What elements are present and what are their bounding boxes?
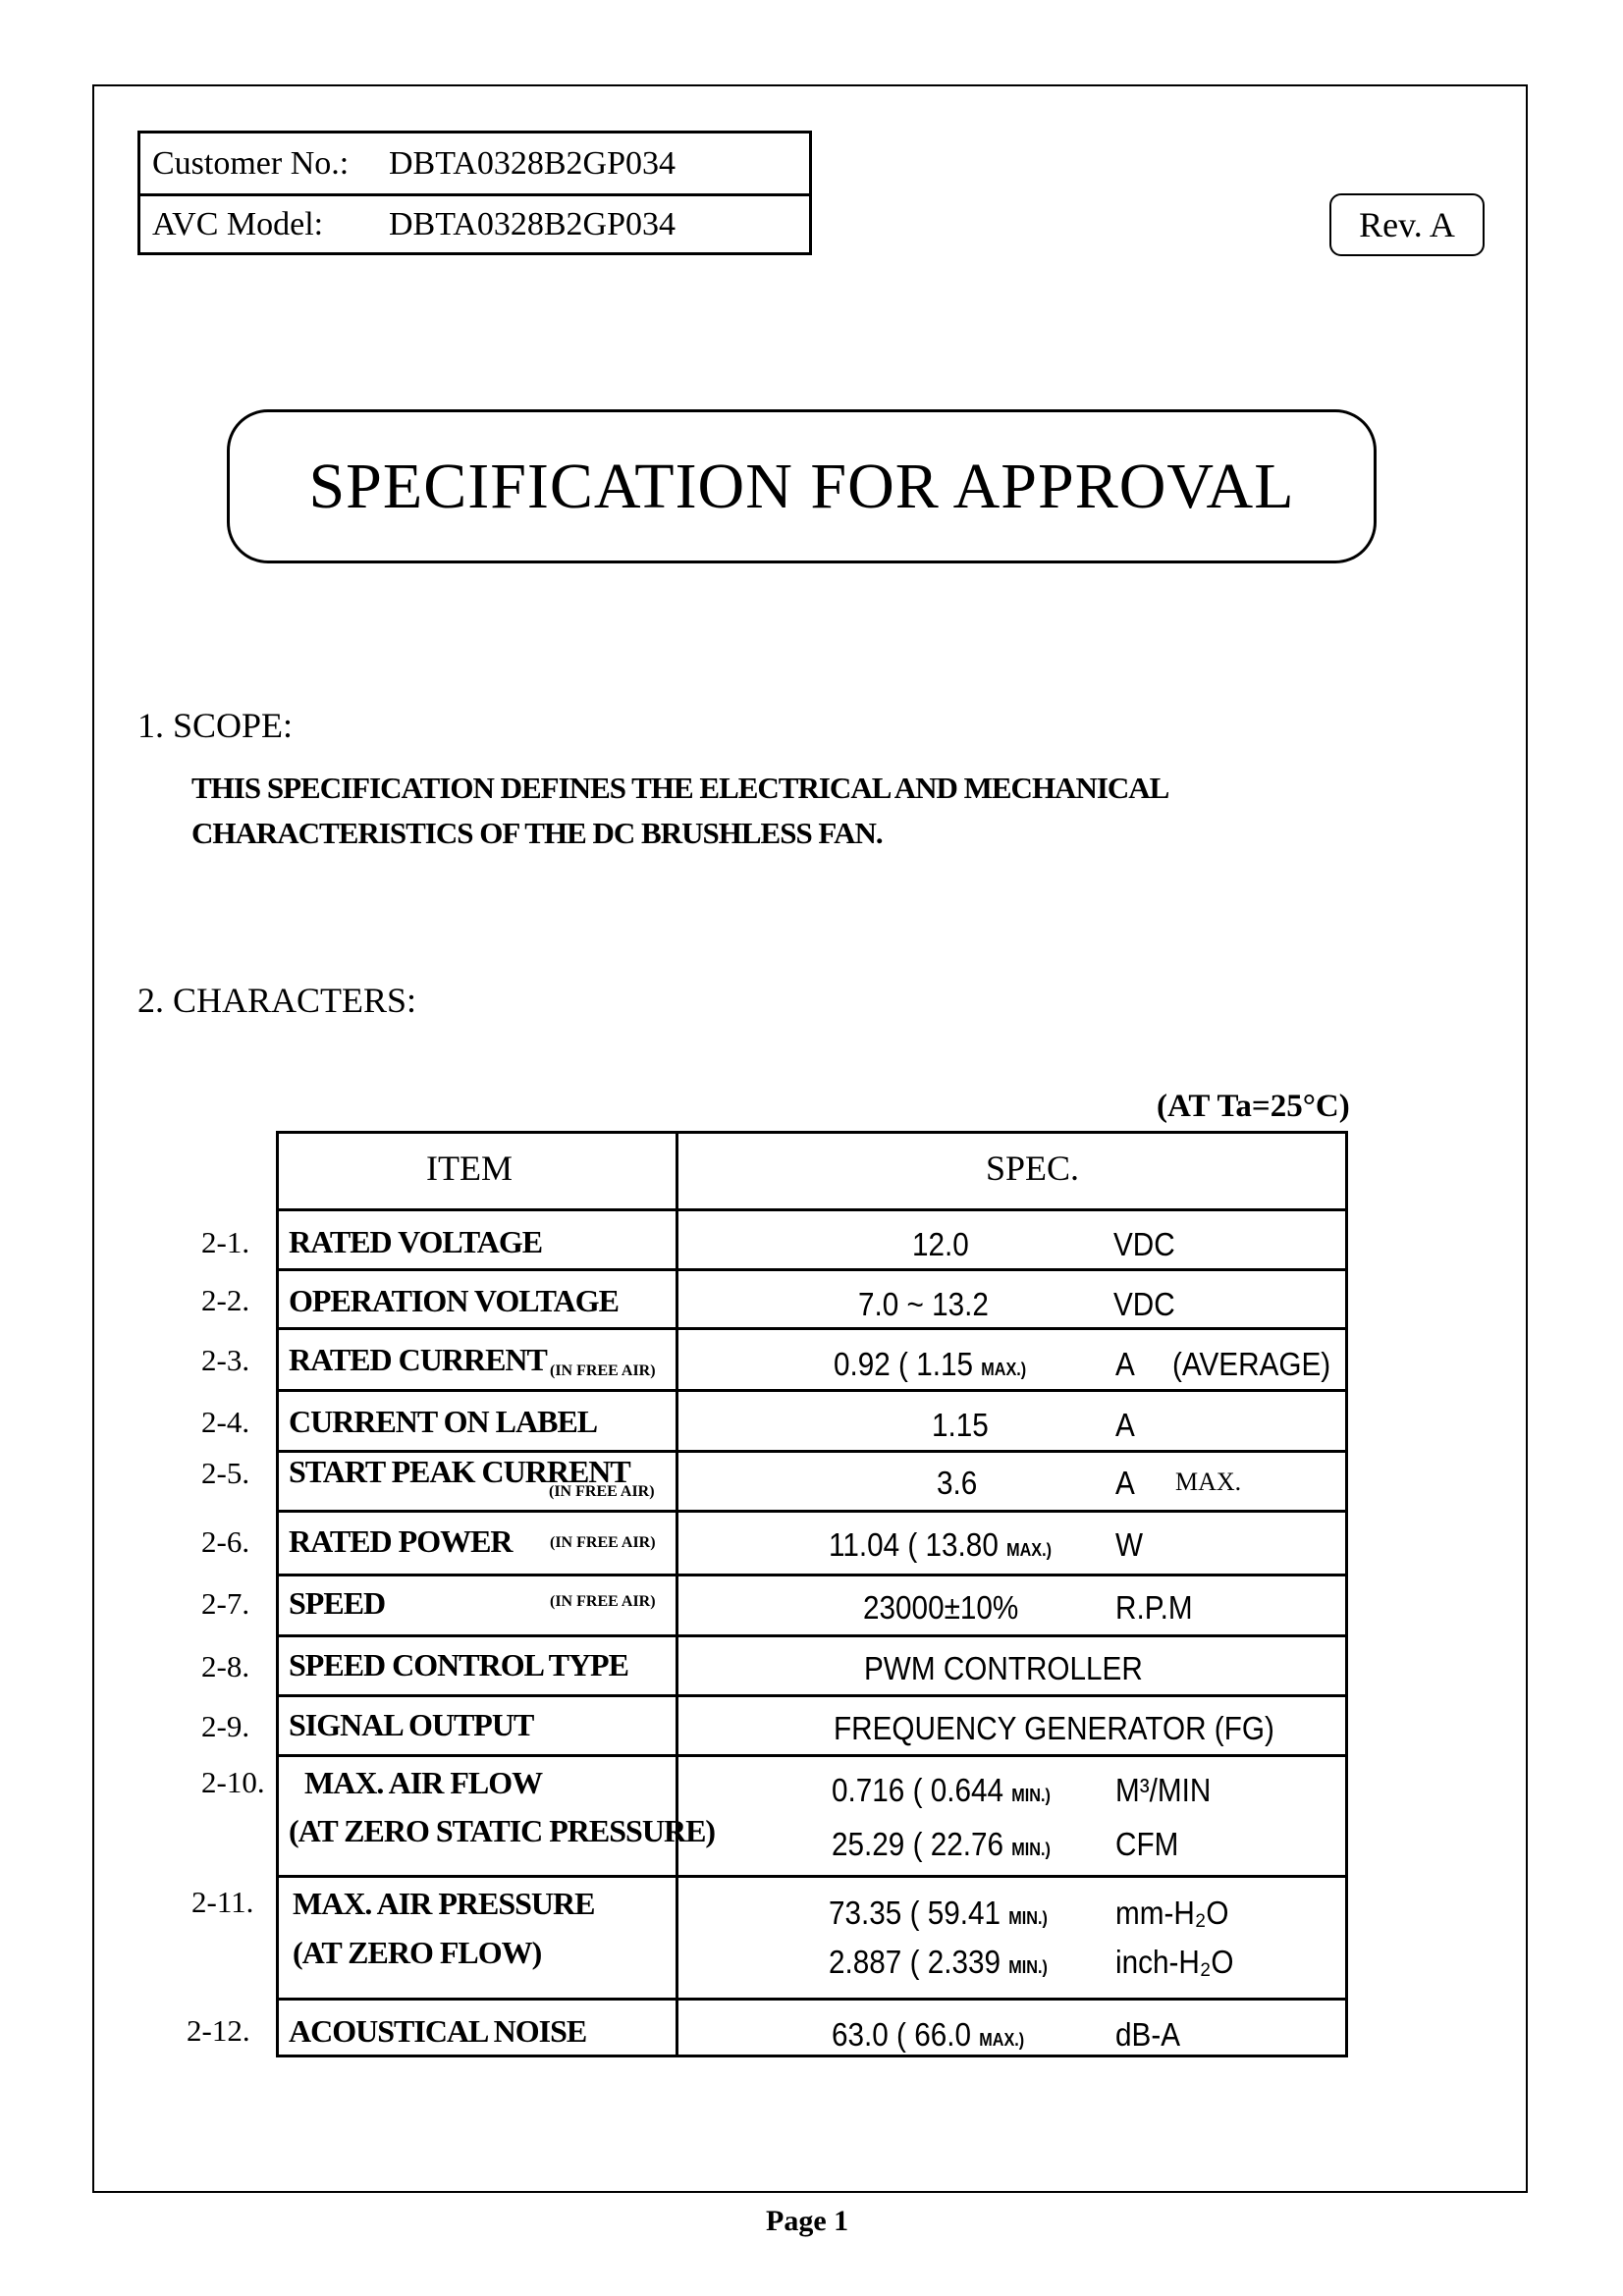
spec-value: 1.15 [932, 1407, 989, 1443]
scope-text [191, 766, 1168, 856]
in-free-air-note: (IN FREE AIR) [549, 1483, 655, 1500]
item-label: START PEAK CURRENT [289, 1454, 630, 1489]
item-label: RATED CURRENT [289, 1342, 547, 1377]
row-divider [279, 1694, 1345, 1697]
spec-value: 2.887 ( 2.339 MIN.) [829, 1944, 1048, 1980]
spec-extra: (AVERAGE) [1172, 1346, 1331, 1382]
revision-badge: Rev. A [1329, 193, 1485, 256]
row-divider [279, 1998, 1345, 2001]
spec-value: PWM CONTROLLER [864, 1650, 1143, 1686]
spec-value: 0.716 ( 0.644 MIN.) [832, 1772, 1051, 1808]
spec-value: 11.04 ( 13.80 MAX.) [829, 1526, 1052, 1563]
item-label: MAX. AIR PRESSURE [293, 1886, 595, 1921]
row-divider [279, 1389, 1345, 1392]
temperature-condition: (AT Ta=25°C) [1157, 1089, 1350, 1124]
page-number: Page 1 [766, 2205, 849, 2237]
row-divider [279, 1268, 1345, 1271]
customer-no-row [140, 133, 809, 196]
in-free-air-note: (IN FREE AIR) [550, 1534, 656, 1551]
item-label: OPERATION VOLTAGE [289, 1283, 619, 1318]
in-free-air-note: (IN FREE AIR) [550, 1362, 656, 1379]
row-divider [279, 1450, 1345, 1453]
row-number: 2-5. [201, 1456, 250, 1490]
spec-value: 12.0 [912, 1226, 969, 1262]
spec-unit: inch-H₂O [1115, 1944, 1234, 1980]
row-number: 2-10. [201, 1765, 265, 1799]
spec-value: 63.0 ( 66.0 MAX.) [832, 2016, 1025, 2053]
item-label: RATED POWER [289, 1523, 513, 1559]
row-divider [279, 1875, 1345, 1878]
spec-unit: VDC [1113, 1286, 1175, 1322]
row-number: 2-6. [201, 1524, 250, 1559]
item-label: SPEED CONTROL TYPE [289, 1647, 628, 1682]
spec-table [276, 1131, 1348, 2057]
in-free-air-note: (IN FREE AIR) [550, 1593, 656, 1610]
spec-unit: A [1115, 1465, 1135, 1501]
spec-value: 3.6 [937, 1465, 978, 1501]
spec-value: 73.35 ( 59.41 MIN.) [829, 1895, 1048, 1931]
row-number: 2-12. [187, 2013, 250, 2048]
spec-unit: mm-H₂O [1115, 1895, 1229, 1931]
row-divider [279, 1208, 1345, 1211]
row-divider [279, 1327, 1345, 1330]
row-divider [279, 1634, 1345, 1637]
customer-no-value: DBTA0328B2GP034 [389, 144, 676, 182]
spec-value: FREQUENCY GENERATOR (FG) [834, 1710, 1274, 1746]
identification-box [137, 131, 812, 255]
column-header-spec: SPEC. [986, 1148, 1080, 1188]
item-sublabel: (AT ZERO STATIC PRESSURE) [289, 1813, 716, 1848]
item-label: SPEED [289, 1585, 386, 1621]
avc-model-value: DBTA0328B2GP034 [389, 205, 676, 242]
item-label: RATED VOLTAGE [289, 1224, 543, 1259]
scope-line-1: THIS SPECIFICATION DEFINES THE ELECTRICAL AND MECHANICAL [191, 771, 1169, 805]
avc-model-row [140, 194, 809, 254]
item-label: MAX. AIR FLOW [304, 1765, 543, 1800]
spec-unit: M³/MIN [1115, 1772, 1212, 1808]
spec-value: 23000±10% [863, 1589, 1019, 1626]
item-sublabel: (AT ZERO FLOW) [293, 1935, 542, 1970]
row-divider [279, 1754, 1345, 1757]
column-header-item: ITEM [426, 1148, 513, 1188]
column-divider [676, 1134, 678, 2055]
row-number: 2-3. [201, 1343, 250, 1377]
spec-unit: R.P.M [1115, 1589, 1193, 1626]
item-label: ACOUSTICAL NOISE [289, 2013, 587, 2049]
row-divider [279, 1510, 1345, 1513]
spec-unit: A [1115, 1407, 1135, 1443]
spec-unit: dB-A [1115, 2016, 1181, 2053]
item-label: CURRENT ON LABEL [289, 1404, 598, 1439]
row-number: 2-7. [201, 1586, 250, 1621]
characters-heading: 2. CHARACTERS: [137, 981, 417, 1020]
item-label: SIGNAL OUTPUT [289, 1707, 534, 1742]
spec-unit: CFM [1115, 1826, 1179, 1862]
scope-line-2: CHARACTERISTICS OF THE DC BRUSHLESS FAN. [191, 816, 883, 850]
row-number: 2-8. [201, 1649, 250, 1683]
spec-value: 0.92 ( 1.15 MAX.) [834, 1346, 1027, 1382]
row-number: 2-1. [201, 1225, 250, 1259]
scope-heading: 1. SCOPE: [137, 706, 294, 745]
row-number: 2-11. [191, 1885, 254, 1919]
document-title: SPECIFICATION FOR APPROVAL [227, 409, 1377, 563]
spec-value: 7.0 ~ 13.2 [858, 1286, 989, 1322]
spec-value: 25.29 ( 22.76 MIN.) [832, 1826, 1051, 1862]
avc-model-label: AVC Model: [152, 205, 324, 242]
row-number: 2-2. [201, 1283, 250, 1317]
row-number: 2-4. [201, 1405, 250, 1439]
row-number: 2-9. [201, 1709, 250, 1743]
customer-no-label: Customer No.: [152, 144, 350, 182]
spec-extra: MAX. [1175, 1468, 1242, 1496]
spec-unit: A [1115, 1346, 1135, 1382]
spec-unit: VDC [1113, 1226, 1175, 1262]
spec-unit: W [1115, 1526, 1144, 1563]
row-divider [279, 1574, 1345, 1576]
